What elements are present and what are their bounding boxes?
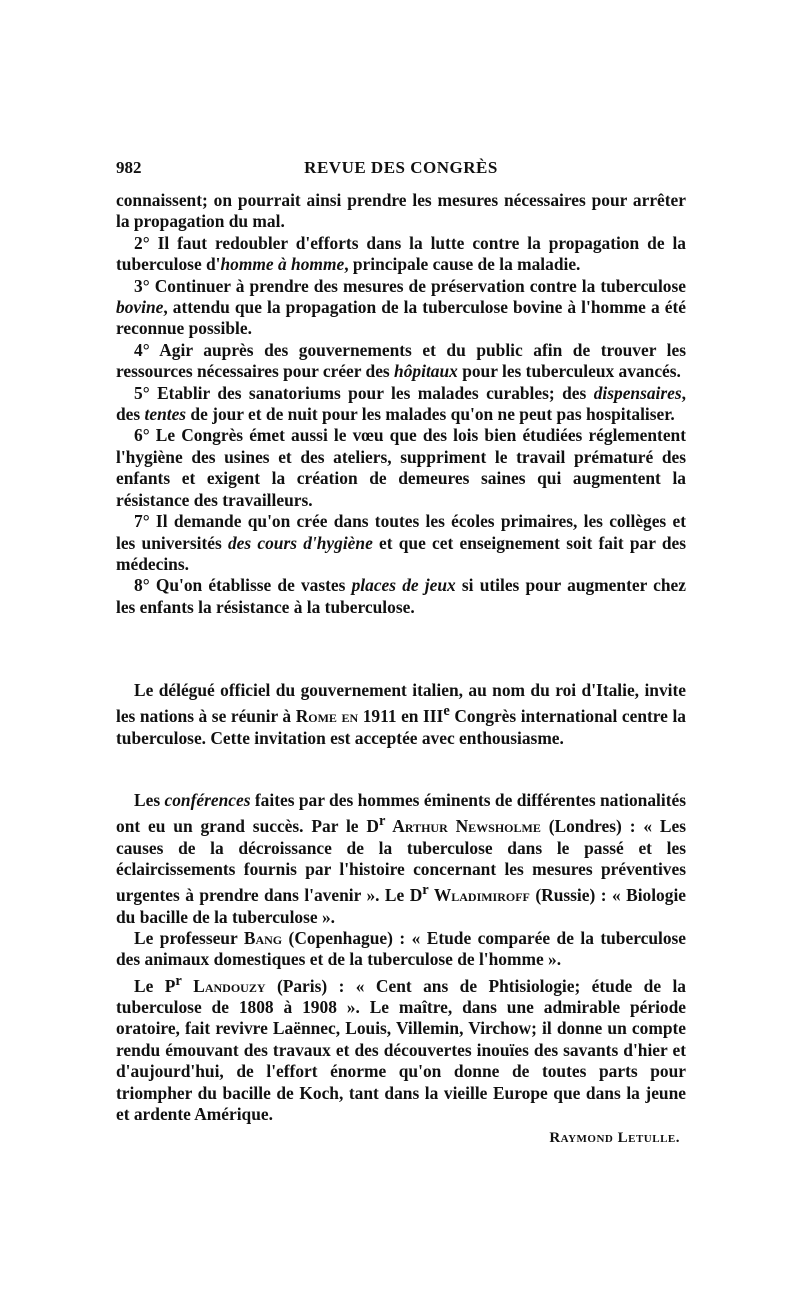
resolution-2: 2° Il faut redoubler d'efforts dans la lutte contre la propagation de la tuberculose d'homme à homme, principale cause de la maladie.: [116, 232, 686, 275]
running-title: REVUE DES CONGRÈS: [304, 158, 498, 177]
author-signature: Raymond Letulle.: [549, 1130, 680, 1146]
resolution-7: 7° Il demande qu'on crée dans toutes les écoles primaires, les collèges et les universités des cours d'hygiène et que cet enseignement soit fait par des médecins.: [116, 511, 687, 574]
invitation-paragraph: Le délégué officiel du gouvernement italien, au nom du roi d'Italie, invite les nations à se réunir à Rome en 1911 en IIIe Congrès international centre la tuberculose. Cette invitation est acceptée avec enthousiasme.: [116, 680, 686, 748]
resolutions-block: [116, 190, 686, 618]
resolution-4: 4° Agir auprès des gouvernements et du public afin de trouver les ressources nécessaires pour créer des hôpitaux pour les tuberculeux avancés.: [116, 339, 686, 382]
paragraph-continuation: connaissent; on pourrait ainsi prendre les mesures nécessaires pour arrêter la propagation du mal.: [116, 190, 686, 232]
page-number: 982: [116, 158, 142, 177]
page-header: [116, 158, 686, 182]
conferences-block: [116, 790, 686, 1125]
conferences-paragraph-1: Les conférences faites par des hommes éminents de différentes nationalités ont eu un grand succès. Par le $D^r$ Arthur Newsholme (Londres) : « Les causes de la décroissance de la tuberculose dans le passé et les éclaircissements fournis par l'histoire concernant les mesures préventives urgentes à prendre dans l'avenir ». Le $D^r$ Wladimiroff (Russie) : « Biologie du bacille de la tuberculose ».: [116, 790, 686, 927]
conferences-paragraph-2: Le professeur Bang (Copenhague) : « Etude comparée de la tuberculose des animaux domestiques et de la tuberculose de l'homme ».: [116, 928, 686, 970]
resolution-3: 3° Continuer à prendre des mesures de préservation contre la tuberculose bovine, attendu que la propagation de la tuberculose bovine à l'homme a été reconnue possible.: [116, 275, 686, 339]
resolution-6: 6° Le Congrès émet aussi le vœu que des lois bien étudiées réglementent l'hygiène des usines et des ateliers, suppriment le travail prématuré des enfants et exigent la création de demeures saines qui augmentent la résistance des travailleurs.: [116, 425, 686, 510]
resolution-5: 5° Etablir des sanatoriums pour les malades curables; des dispensaires, des tentes de jour et de nuit pour les malades qu'on ne peut pas hospitaliser.: [116, 382, 686, 425]
conferences-paragraph-3: Le $P^r$ Landouzy (Paris) : « Cent ans de Phtisiologie; étude de la tuberculose de 1808 à 1908 ». Le maître, dans une admirable période oratoire, fait revivre Laënnec, Louis, Villemin, Virchow; il donne un compte rendu émouvant des travaux et des découvertes inouïes des savants d'hier et d'aujourd'hui, de l'effort énorme qu'on donne de toutes parts pour triompher du bacille de Koch, tant dans la vieille Europe que dans la jeune et ardente Amérique.: [116, 972, 686, 1125]
resolution-8: 8° Qu'on établisse de vastes places de jeux si utiles pour augmenter chez les enfants la résistance à la tuberculose.: [116, 575, 686, 617]
